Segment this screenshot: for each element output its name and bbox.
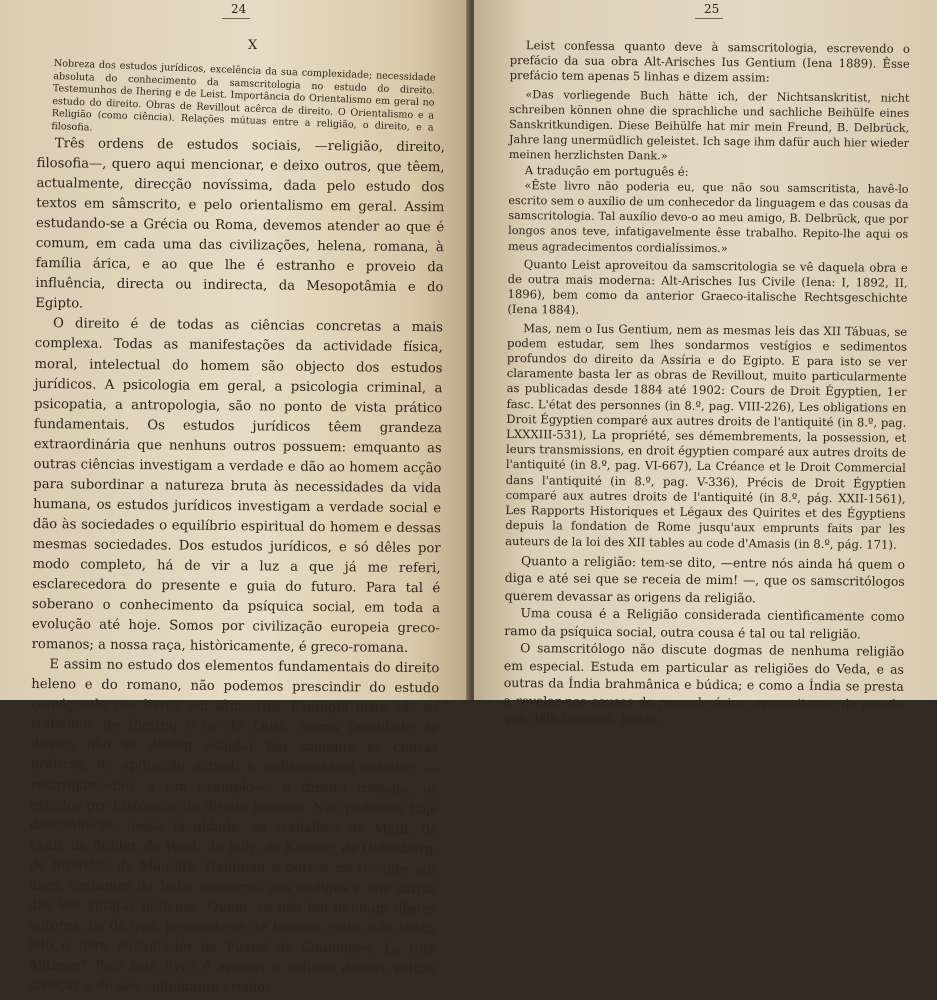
right-paragraph: Quanto a religião: tem-se dito, —entre nós ainda há quem o diga e até sei que se receia de mim! —, que os samscritólogos querem devassar as origens da religião. — [504, 552, 906, 606]
right-paragraph: Leist confessa quanto deve à samscritologia, escrevendo o prefácio da sua obra Alt-Arisches Ius Gentium (Iena 1889). Êsse prefácio tem apenas 5 linhas e dizem assim: — [509, 38, 910, 85]
quote-portuguese: «Êste livro não poderia eu, que não sou samscritista, havê-lo escrito sem o auxílio de um conhecedor da linguagem e das cousas da samscritologia. Tal auxílio devo-o ao meu amigo, B. Delbrück, que por longos anos teve, infatigavelmente êsse trabalho. Repito-lhe aqui os meus agradecimentos cordialíssimos.» — [507, 178, 909, 255]
right-page-body — [503, 38, 910, 731]
page-number-rule-left — [222, 18, 250, 19]
page-number-rule-right — [695, 18, 723, 19]
left-paragraph: E assim no estudo dos elementos fundamentais do direito heleno e do romano, não podemos prescindir do estudo consignado nos livros em sâmscrito. Exemplo disto são os trabalhos de Ihering e os de Leist. Numa faculdade de direito não se devem estudar tão sòmente as cousas práticas, de aplicação actual; é indispensável estudar, —restrinjamo-nos a um exemplo—, o direito romano, os estudos pré-históricos do direito romano. Não podemos hoje desconhecer, nessa faculdade, os trabalhos de Main, de Lyall, de Bühler, de West, de Jolly, de Knauer, de Oldenberg, de Stenzler, de Mandlik, Dahlman e outros no tocante aos usos, costumes da Índia moderna, aos códigos e aos sutras das leis antigas indianas. Quem, se não leu nenhum dêstes autores, há de que, prezando-se de homem culto, não tenha lido o livro encantador de Fustel de Coulanges, La Cité Antique? Pois êste livro é apenas o reflexo dessas velhas crenças e do seu culminante criador. — [28, 657, 440, 996]
left-page — [0, 0, 470, 996]
chapter-summary-text: Nobreza dos estudos jurídicos, excelência da sua complexidade; necessidade absoluta do conhecimento da samscritologia no estudo do direito. Testemunhos de Ihering e de Leist. Importância do Orientalismo em geral no estudo do direito. Obras de Revillout acêrca de direito. O Orientalismo e a Religião (como ciência). Relações mútuas entre a religião, o direito, e a filosofia. — [51, 58, 436, 134]
right-paragraph: Mas, nem o Ius Gentium, nem as mesmas leis das XII Tábuas, se podem estudar, sem lhes sondarmos vestígios e sedimentos profundos do direito da Assíria e do Egipto. E para isto se ver claramente basta ler as obras de Revillout, muito particularmente as publicadas desde 1884 até 1902: Cours de Droit Égyptien, 1er fasc. L'état des personnes (in 8.º, pag. VIII-226), Les obligations en Droit Égyptien comparé aux autres droits de l'antiquité (in 8.º, pag. LXXXIII-531), La propriété, ses démembrements, la possession, et leurs transmissions, en droit égyptien comparé aux autres droits de l'antiquité (in 8.º, pag. VI-667), La Créance et le Droit Commercial dans l'antiquité (in 8.º, pag. V-336), Précis de Droit Égyptien comparé aux autres droits de l'antiquité (in 8.º, pág. XXII-1561), Les Rapports Historiques et Légaux des Quirites et des Égyptiens depuis la fondation de Rome jusqu'aux emprunts faits par les auteurs de la loi des XII tables au code d'Amasis (in 8.º, pág. 171). — [505, 320, 908, 552]
page-number-left: 24 — [231, 2, 247, 16]
quote-german: «Das vorliegende Buch hätte ich, der Nichtsanskritist, nicht schreiben können ohne die sprachliche und sachliche Beihülfe eines Sanskritkundigen. Diese Beihülfe hat mir mein Freund, B. Delbrück, Jahre lang unermüdlich geleistet. Ich sage ihm dafür auch hier wieder meinen herzlichsten Dank.» — [508, 87, 910, 163]
right-paragraph: O samscritólogo não discute dogmas de nenhuma religião em especial. Estuda em particular as religiões do Veda, e as outras da Índia brahmânica e búdica; e como a Índia se presta a revelar-nos cousas do passado árico, aproveitamo, do estudo que dela fazemos, factos — [503, 640, 905, 727]
chapter-heading: X — [248, 38, 258, 53]
left-paragraph: Três ordens de estudos sociais, —religião, direito, filosofia—, quero aqui mencionar, e deixo outros, que têem, actualmente, direcção novíssima, dada pelo estudo dos textos em sâmscrito, e pelo orientalismo em geral. Assim estudando-se a Grécia ou Roma, devemos atender ao que é comum, em cada uma das civilizações, helena, romana, à família árica, e ao que lhe é estranho e proveio da influência, directa ou indirecta, da Mesopotâmia e do Egipto. — [35, 136, 445, 312]
left-page-body — [28, 134, 445, 1000]
left-paragraph: O direito é de todas as ciências concretas a mais complexa. Todas as manifestações da actividade física, moral, intelectual do homem são objecto dos estudos jurídicos. A psicologia em geral, a psicologia criminal, a psicopatia, a antropologia, são no ponto de vista prático fundamentais. Os estudos jurídicos têem grandeza extraordinária que nenhuns outros possuem: emquanto as outras ciências investigam a verdade e dão ao homem acção para subordinar a natureza bruta às necessidades da vida humana, os estudos jurídicos investigam a verdade social e dão às sociedades o equilíbrio espiritual do homem e dessas mesmas sociedades. Dos estudos jurídicos, e só dêles por modo completo, há de vir a luz a que já me referi, esclarecedora do presente e guia do futuro. Para tal é soberano o conhecimento da psíquica social, em toda a evolução até hoje. Somos por civilização europeia greco-romanos; a nossa raça, històricamente, é greco-romana. — [31, 316, 444, 657]
right-paragraph: A tradução em português é: — [524, 162, 689, 179]
right-paragraph: Quanto Leist aproveitou da samscritologia se vê daquela obra e de outra mais moderna: Alt-Arisches Ius Civile (Iena: I, 1892, II, 1896), bem como da anterior Graeco-italische Rechtsgeschichte (Iena 1884). — [507, 256, 908, 318]
right-paragraph: Uma cousa é a Religião considerada cientìficamente como ramo da psíquica social, outra cousa é tal ou tal religião. — [504, 605, 905, 642]
right-page — [474, 0, 937, 727]
page-number-right: 25 — [704, 2, 720, 16]
